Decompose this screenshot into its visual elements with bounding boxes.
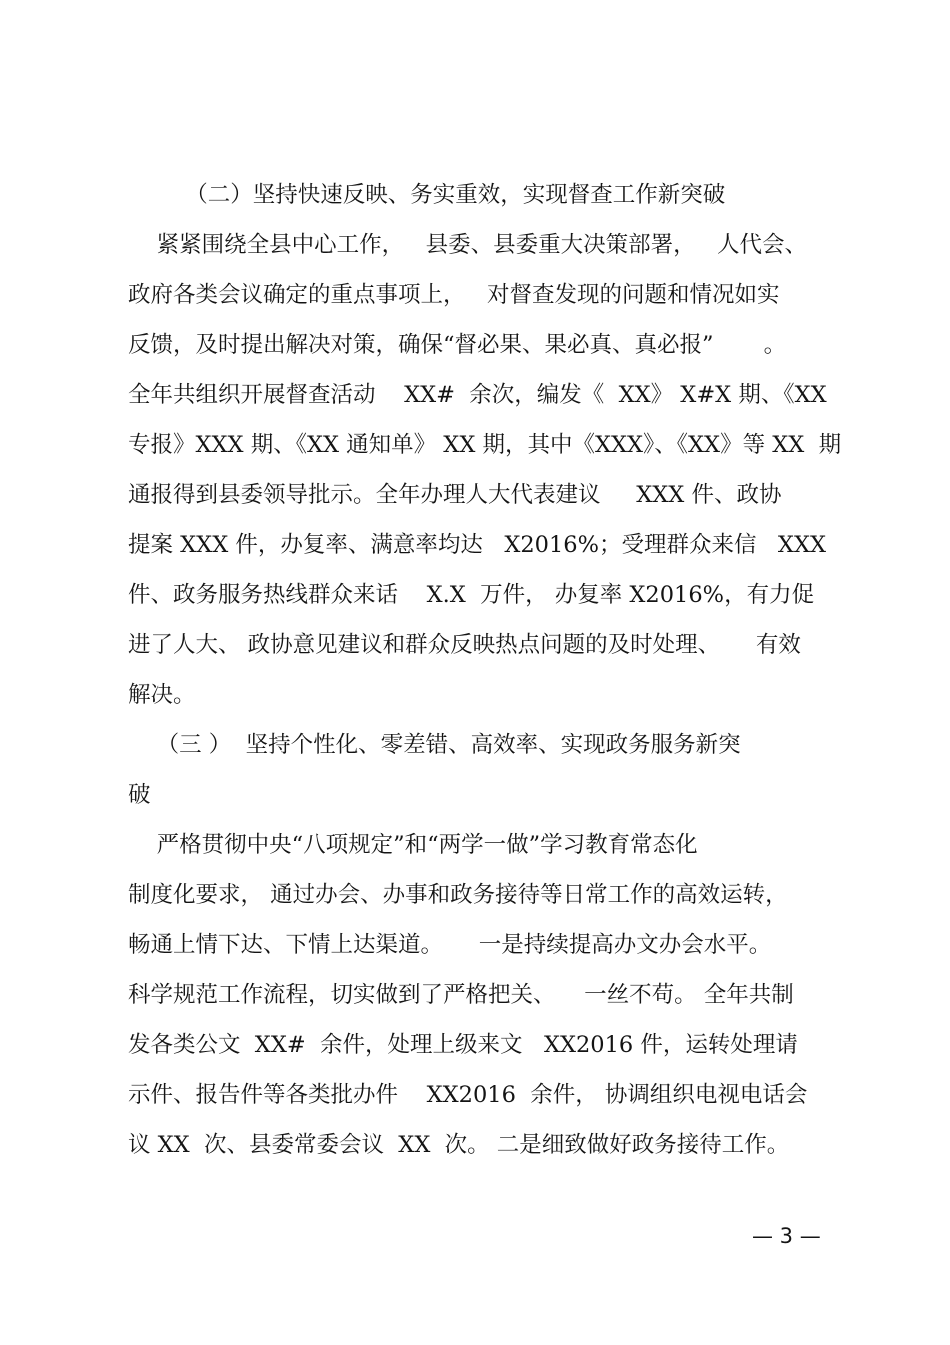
body-line: 件、政务服务热线群众来话 X.X 万件， 办复率 X2016%，有力促: [128, 582, 815, 608]
section-heading: （三 ） 坚持个性化、零差错、高效率、实现政务服务新突: [128, 732, 741, 758]
section-heading: （二）坚持快速反映、务实重效，实现督查工作新突破: [128, 182, 726, 208]
body-line: 政府各类会议确定的重点事项上， 对督查发现的问题和情况如实: [128, 282, 780, 308]
body-line: 全年共组织开展督查活动 XX# 余次，编发《 XX》 X#X 期、《XX: [128, 382, 827, 408]
body-line: 制度化要求， 通过办会、办事和政务接待等日常工作的高效运转，: [128, 882, 788, 908]
body-line: 反馈，及时提出解决对策，确保“督必果、果必真、真必报” 。: [128, 332, 787, 358]
body-line: 专报》XXX 期、《XX 通知单》 XX 期，其中《XXX》、《XX》等 XX 期: [128, 432, 842, 458]
body-line: 提案 XXX 件，办复率、满意率均达 X2016%；受理群众来信 XXX: [128, 532, 826, 558]
body-line: 示件、报告件等各类批办件 XX2016 余件， 协调组织电视电话会: [128, 1082, 808, 1108]
body-line: 科学规范工作流程，切实做到了严格把关、 一丝不苟。 全年共制: [128, 982, 794, 1008]
section-heading-continued: 破: [128, 782, 151, 808]
body-line: 议 XX 次、县委常委会议 XX 次。 二是细致做好政务接待工作。: [128, 1132, 790, 1158]
body-line: 严格贯彻中央“八项规定”和“两学一做”学习教育常态化: [128, 832, 698, 858]
body-line: 通报得到县委领导批示。全年办理人大代表建议 XXX 件、政协: [128, 482, 782, 508]
body-line: 畅通上情下达、下情上达渠道。 一是持续提高办文办会水平。: [128, 932, 772, 958]
body-line: 发各类公文 XX# 余件，处理上级来文 XX2016 件，运转处理请: [128, 1032, 798, 1058]
body-line: 紧紧围绕全县中心工作， 县委、县委重大决策部署， 人代会、: [128, 232, 808, 258]
body-line: 解决。: [128, 682, 196, 708]
page-number: — 3 —: [752, 1224, 821, 1248]
body-line: 进了人大、 政协意见建议和群众反映热点问题的及时处理、 有效: [128, 632, 801, 658]
